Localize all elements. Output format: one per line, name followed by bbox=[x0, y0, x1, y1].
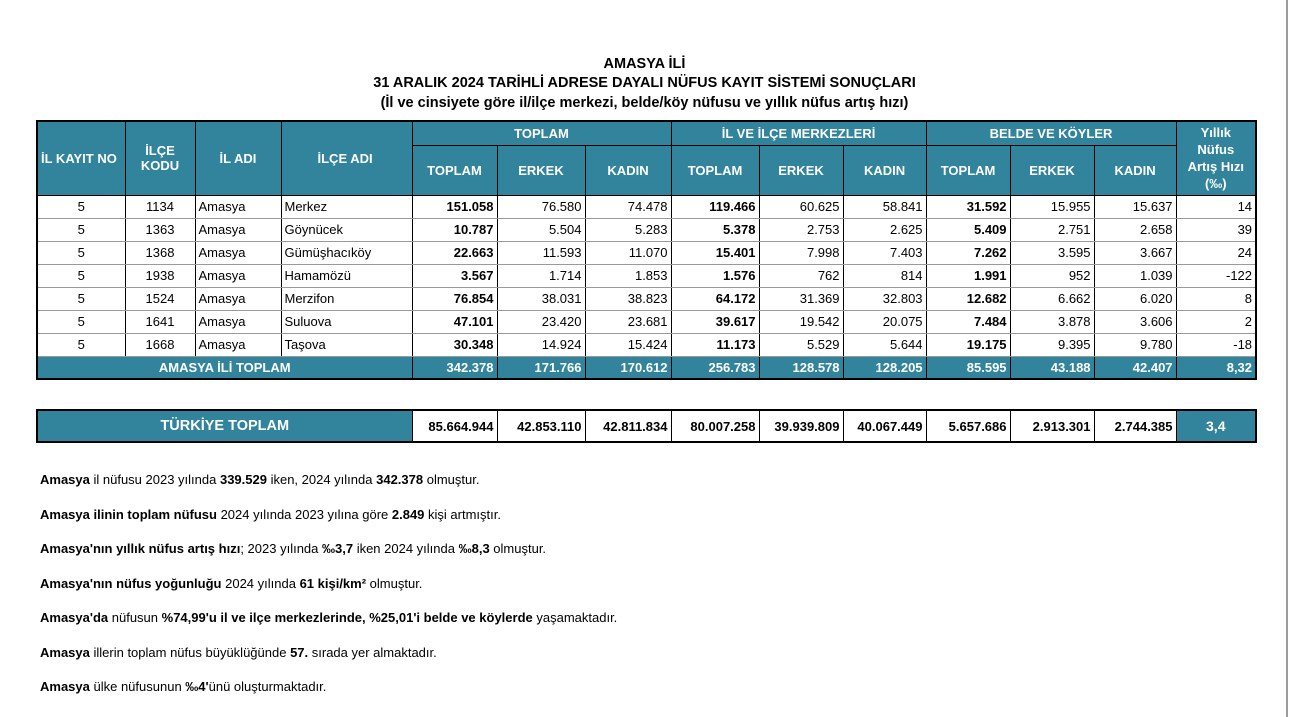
cell-il-adi: Amasya bbox=[195, 310, 281, 333]
cell-il-kayit-no: 5 bbox=[37, 241, 125, 264]
il-total-b-toplam: 85.595 bbox=[926, 356, 1010, 379]
note-text: Amasya'nın yıllık nüfus artış hızı bbox=[40, 541, 241, 556]
cell-b-kadin: 3.667 bbox=[1094, 241, 1176, 264]
header-ilce-kodu bbox=[125, 121, 195, 195]
header-yillik-artis bbox=[1176, 121, 1256, 195]
cell-b-toplam: 7.484 bbox=[926, 310, 1010, 333]
cell-ilce-adi: Suluova bbox=[281, 310, 412, 333]
header-group-belde: BELDE VE KÖYLER bbox=[926, 121, 1176, 145]
table-row bbox=[37, 218, 1256, 241]
report-subtitle: (İl ve cinsiyete göre il/ilçe merkezi, belde/köy nüfusu ve yıllık nüfus artış hızı) bbox=[380, 95, 909, 111]
cell-artis: 39 bbox=[1176, 218, 1256, 241]
cell-t-kadin: 15.424 bbox=[585, 333, 671, 356]
header-group-toplam: TOPLAM bbox=[412, 121, 671, 145]
cell-t-erkek: 38.031 bbox=[497, 287, 585, 310]
cell-b-kadin: 2.658 bbox=[1094, 218, 1176, 241]
turkiye-t-toplam: 85.664.944 bbox=[412, 410, 497, 442]
cell-b-kadin: 15.637 bbox=[1094, 195, 1176, 218]
cell-t-erkek: 76.580 bbox=[497, 195, 585, 218]
header-yillik-line2: Nüfus bbox=[1197, 142, 1235, 158]
cell-il-adi: Amasya bbox=[195, 264, 281, 287]
cell-m-erkek: 19.542 bbox=[759, 310, 843, 333]
note-text: il nüfusu 2023 yılında bbox=[89, 472, 220, 487]
summary-note bbox=[40, 505, 617, 540]
note-text: ‰4' bbox=[185, 679, 209, 694]
cell-m-toplam: 64.172 bbox=[671, 287, 759, 310]
table-row bbox=[37, 333, 1256, 356]
cell-b-erkek: 3.878 bbox=[1010, 310, 1094, 333]
cell-il-kayit-no: 5 bbox=[37, 310, 125, 333]
cell-ilce-kodu: 1524 bbox=[125, 287, 195, 310]
table-row bbox=[37, 241, 1256, 264]
header-yillik-line3: Artış Hızı bbox=[1187, 159, 1244, 175]
note-text: iken 2024 yılında bbox=[353, 541, 459, 556]
population-table bbox=[36, 120, 1257, 380]
header-group-merkez: İL VE İLÇE MERKEZLERİ bbox=[671, 121, 926, 145]
cell-m-erkek: 7.998 bbox=[759, 241, 843, 264]
turkiye-m-toplam: 80.007.258 bbox=[671, 410, 759, 442]
note-text: Amasya bbox=[40, 472, 90, 487]
cell-t-toplam: 22.663 bbox=[412, 241, 497, 264]
note-text: 339.529 bbox=[219, 472, 267, 487]
summary-note bbox=[40, 608, 617, 643]
header-merkez-kadin: KADIN bbox=[843, 145, 926, 195]
cell-m-erkek: 60.625 bbox=[759, 195, 843, 218]
cell-ilce-kodu: 1668 bbox=[125, 333, 195, 356]
turkiye-artis: 3,4 bbox=[1176, 410, 1256, 442]
turkiye-total-label: TÜRKİYE TOPLAM bbox=[37, 410, 412, 442]
cell-ilce-adi: Merzifon bbox=[281, 287, 412, 310]
cell-artis: 24 bbox=[1176, 241, 1256, 264]
cell-il-kayit-no: 5 bbox=[37, 195, 125, 218]
cell-b-erkek: 6.662 bbox=[1010, 287, 1094, 310]
il-total-row bbox=[37, 356, 1256, 379]
cell-t-erkek: 11.593 bbox=[497, 241, 585, 264]
il-total-b-erkek: 43.188 bbox=[1010, 356, 1094, 379]
cell-artis: 14 bbox=[1176, 195, 1256, 218]
cell-t-toplam: 47.101 bbox=[412, 310, 497, 333]
cell-t-erkek: 14.924 bbox=[497, 333, 585, 356]
summary-note bbox=[40, 677, 617, 712]
il-total-m-erkek: 128.578 bbox=[759, 356, 843, 379]
summary-note bbox=[40, 643, 617, 678]
cell-t-erkek: 1.714 bbox=[497, 264, 585, 287]
header-belde-kadin: KADIN bbox=[1094, 145, 1176, 195]
note-text: 61 kişi/km² bbox=[299, 575, 367, 591]
note-text: 2024 yılında bbox=[221, 575, 300, 591]
cell-ilce-kodu: 1641 bbox=[125, 310, 195, 333]
turkiye-m-kadin: 40.067.449 bbox=[843, 410, 926, 442]
il-total-label: AMASYA İLİ TOPLAM bbox=[37, 356, 412, 379]
cell-ilce-kodu: 1368 bbox=[125, 241, 195, 264]
cell-il-adi: Amasya bbox=[195, 218, 281, 241]
note-text: olmuştur. bbox=[489, 541, 547, 556]
cell-il-adi: Amasya bbox=[195, 195, 281, 218]
note-text: Amasya ilinin toplam nüfusu bbox=[40, 506, 217, 522]
header-toplam-kadin: KADIN bbox=[585, 145, 671, 195]
cell-m-toplam: 5.378 bbox=[671, 218, 759, 241]
cell-t-kadin: 5.283 bbox=[585, 218, 671, 241]
note-text: nüfusun bbox=[108, 610, 162, 625]
cell-t-toplam: 3.567 bbox=[412, 264, 497, 287]
header-ilce-kodu-line2: KODU bbox=[140, 158, 180, 174]
cell-b-kadin: 3.606 bbox=[1094, 310, 1176, 333]
cell-m-kadin: 32.803 bbox=[843, 287, 926, 310]
header-belde-toplam: TOPLAM bbox=[926, 145, 1010, 195]
cell-m-kadin: 814 bbox=[843, 264, 926, 287]
cell-t-kadin: 38.823 bbox=[585, 287, 671, 310]
cell-ilce-kodu: 1134 bbox=[125, 195, 195, 218]
note-text: iken, 2024 yılında bbox=[266, 472, 377, 487]
note-text: 2.849 bbox=[391, 506, 425, 522]
cell-il-adi: Amasya bbox=[195, 241, 281, 264]
note-text: kişi artmıştır. bbox=[424, 506, 501, 522]
cell-b-kadin: 6.020 bbox=[1094, 287, 1176, 310]
cell-b-erkek: 2.751 bbox=[1010, 218, 1094, 241]
cell-t-toplam: 10.787 bbox=[412, 218, 497, 241]
note-text: Amasya bbox=[40, 644, 90, 660]
cell-b-toplam: 12.682 bbox=[926, 287, 1010, 310]
report-title-main: 31 ARALIK 2024 TARİHLİ ADRESE DAYALI NÜFUS KAYIT SİSTEMİ SONUÇLARI bbox=[373, 75, 916, 91]
note-text: yaşamaktadır. bbox=[532, 610, 618, 625]
cell-b-erkek: 952 bbox=[1010, 264, 1094, 287]
il-total-b-kadin: 42.407 bbox=[1094, 356, 1176, 379]
il-total-m-toplam: 256.783 bbox=[671, 356, 759, 379]
cell-t-kadin: 11.070 bbox=[585, 241, 671, 264]
cell-il-adi: Amasya bbox=[195, 287, 281, 310]
cell-m-kadin: 7.403 bbox=[843, 241, 926, 264]
note-text: Amasya'nın nüfus yoğunluğu bbox=[40, 575, 222, 591]
cell-t-toplam: 76.854 bbox=[412, 287, 497, 310]
note-text: ülke nüfusunun bbox=[89, 679, 186, 694]
note-text: ; 2023 yılında bbox=[240, 541, 322, 556]
cell-m-kadin: 5.644 bbox=[843, 333, 926, 356]
note-text: %74,99'u il ve ilçe merkezlerinde, %25,01'i belde ve köylerde bbox=[161, 610, 533, 625]
cell-m-kadin: 20.075 bbox=[843, 310, 926, 333]
turkiye-t-erkek: 42.853.110 bbox=[497, 410, 585, 442]
cell-b-kadin: 1.039 bbox=[1094, 264, 1176, 287]
cell-t-toplam: 30.348 bbox=[412, 333, 497, 356]
cell-b-toplam: 5.409 bbox=[926, 218, 1010, 241]
cell-m-erkek: 2.753 bbox=[759, 218, 843, 241]
note-text: Amasya bbox=[40, 679, 90, 694]
cell-m-toplam: 39.617 bbox=[671, 310, 759, 333]
cell-m-toplam: 11.173 bbox=[671, 333, 759, 356]
note-text: olmuştur. bbox=[366, 575, 423, 591]
cell-ilce-kodu: 1363 bbox=[125, 218, 195, 241]
header-yillik-line1: Yıllık bbox=[1200, 125, 1231, 141]
cell-m-erkek: 5.529 bbox=[759, 333, 843, 356]
turkiye-b-kadin: 2.744.385 bbox=[1094, 410, 1176, 442]
cell-artis: 2 bbox=[1176, 310, 1256, 333]
il-total-t-toplam: 342.378 bbox=[412, 356, 497, 379]
note-text: 342.378 bbox=[376, 472, 424, 487]
turkiye-m-erkek: 39.939.809 bbox=[759, 410, 843, 442]
note-text: ünü oluşturmaktadır. bbox=[208, 679, 327, 694]
cell-t-erkek: 23.420 bbox=[497, 310, 585, 333]
table-row bbox=[37, 195, 1256, 218]
cell-b-erkek: 9.395 bbox=[1010, 333, 1094, 356]
il-total-t-kadin: 170.612 bbox=[585, 356, 671, 379]
summary-note bbox=[40, 574, 617, 609]
cell-il-kayit-no: 5 bbox=[37, 287, 125, 310]
turkiye-total-row bbox=[37, 410, 1256, 442]
header-il-kayit-no: İL KAYIT NO bbox=[37, 121, 125, 195]
header-il-adi: İL ADI bbox=[195, 121, 281, 195]
cell-artis: -122 bbox=[1176, 264, 1256, 287]
cell-t-kadin: 74.478 bbox=[585, 195, 671, 218]
cell-m-toplam: 119.466 bbox=[671, 195, 759, 218]
report-title-province: AMASYA İLİ bbox=[603, 56, 686, 72]
table-row bbox=[37, 264, 1256, 287]
turkiye-b-toplam: 5.657.686 bbox=[926, 410, 1010, 442]
cell-b-toplam: 1.991 bbox=[926, 264, 1010, 287]
header-ilce-adi: İLÇE ADI bbox=[281, 121, 412, 195]
note-text: 2024 yılında 2023 yılına göre bbox=[216, 506, 392, 522]
cell-t-kadin: 1.853 bbox=[585, 264, 671, 287]
cell-il-adi: Amasya bbox=[195, 333, 281, 356]
cell-artis: 8 bbox=[1176, 287, 1256, 310]
cell-artis: -18 bbox=[1176, 333, 1256, 356]
header-merkez-toplam: TOPLAM bbox=[671, 145, 759, 195]
note-text: sırada yer almaktadır. bbox=[308, 644, 437, 660]
cell-m-kadin: 58.841 bbox=[843, 195, 926, 218]
note-text: ‰8,3 bbox=[458, 541, 490, 556]
turkiye-total-table bbox=[36, 409, 1257, 443]
cell-t-erkek: 5.504 bbox=[497, 218, 585, 241]
cell-t-kadin: 23.681 bbox=[585, 310, 671, 333]
table-row bbox=[37, 310, 1256, 333]
cell-b-erkek: 3.595 bbox=[1010, 241, 1094, 264]
header-toplam-toplam: TOPLAM bbox=[412, 145, 497, 195]
cell-m-toplam: 1.576 bbox=[671, 264, 759, 287]
cell-il-kayit-no: 5 bbox=[37, 264, 125, 287]
note-text: olmuştur. bbox=[423, 472, 480, 487]
cell-ilce-kodu: 1938 bbox=[125, 264, 195, 287]
cell-t-toplam: 151.058 bbox=[412, 195, 497, 218]
header-toplam-erkek: ERKEK bbox=[497, 145, 585, 195]
cell-ilce-adi: Gümüşhacıköy bbox=[281, 241, 412, 264]
cell-il-kayit-no: 5 bbox=[37, 218, 125, 241]
header-merkez-erkek: ERKEK bbox=[759, 145, 843, 195]
cell-ilce-adi: Hamamözü bbox=[281, 264, 412, 287]
cell-ilce-adi: Merkez bbox=[281, 195, 412, 218]
summary-note bbox=[40, 539, 617, 574]
cell-b-erkek: 15.955 bbox=[1010, 195, 1094, 218]
cell-b-toplam: 19.175 bbox=[926, 333, 1010, 356]
cell-ilce-adi: Taşova bbox=[281, 333, 412, 356]
summary-notes bbox=[40, 470, 617, 712]
summary-note bbox=[40, 470, 617, 505]
cell-il-kayit-no: 5 bbox=[37, 333, 125, 356]
note-text: 57. bbox=[290, 644, 309, 660]
cell-m-erkek: 762 bbox=[759, 264, 843, 287]
cell-m-toplam: 15.401 bbox=[671, 241, 759, 264]
il-total-artis: 8,32 bbox=[1176, 356, 1256, 379]
il-total-m-kadin: 128.205 bbox=[843, 356, 926, 379]
turkiye-t-kadin: 42.811.834 bbox=[585, 410, 671, 442]
cell-b-toplam: 31.592 bbox=[926, 195, 1010, 218]
il-total-t-erkek: 171.766 bbox=[497, 356, 585, 379]
cell-ilce-adi: Göynücek bbox=[281, 218, 412, 241]
note-text: Amasya'da bbox=[40, 610, 109, 625]
cell-m-kadin: 2.625 bbox=[843, 218, 926, 241]
turkiye-b-erkek: 2.913.301 bbox=[1010, 410, 1094, 442]
header-ilce-kodu-line1: İLÇE bbox=[145, 143, 175, 159]
table-row bbox=[37, 287, 1256, 310]
note-text: ‰3,7 bbox=[322, 541, 354, 556]
cell-m-erkek: 31.369 bbox=[759, 287, 843, 310]
header-yillik-line4: (‰) bbox=[1204, 176, 1227, 192]
header-belde-erkek: ERKEK bbox=[1010, 145, 1094, 195]
note-text: illerin toplam nüfus büyüklüğünde bbox=[89, 644, 291, 660]
cell-b-kadin: 9.780 bbox=[1094, 333, 1176, 356]
cell-b-toplam: 7.262 bbox=[926, 241, 1010, 264]
